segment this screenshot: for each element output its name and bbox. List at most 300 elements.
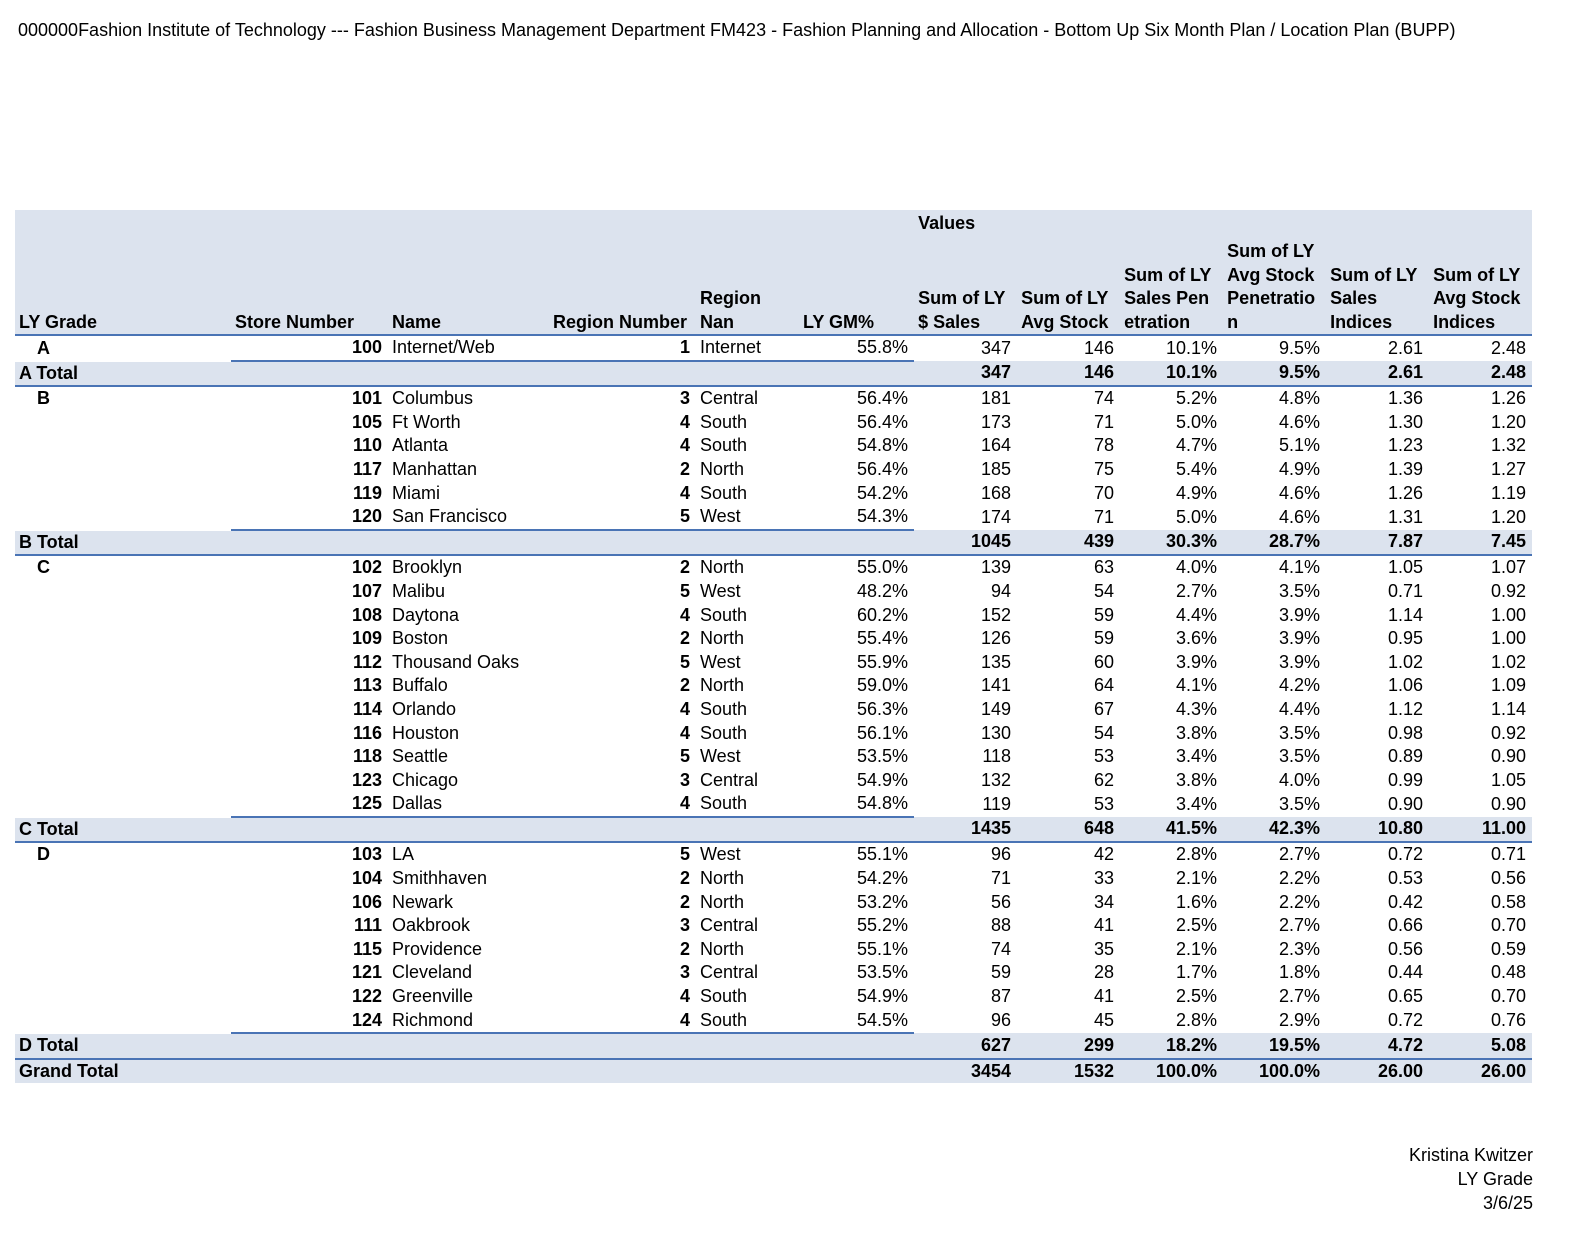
store-name: LA (392, 844, 415, 865)
ly-sales: 132 (981, 769, 1012, 790)
ly-sales: 87 (991, 986, 1012, 1007)
region-name: Central (700, 915, 759, 936)
store-name: Boston (392, 628, 449, 649)
sales-indices: 1.39 (1388, 458, 1424, 479)
total-ly-avg-stock: 648 (1017, 817, 1120, 843)
region-name: North (700, 458, 745, 479)
stock-indices: 1.27 (1491, 458, 1527, 479)
stock-indices: 0.59 (1491, 938, 1527, 959)
region-name: Internet (696, 335, 799, 361)
ly-avg-stock: 59 (1094, 604, 1115, 625)
store-number: 118 (352, 746, 382, 767)
total-sales-penetration: 10.1% (1120, 361, 1223, 387)
region-number: 2 (679, 557, 690, 578)
grade-cell: A (37, 337, 50, 358)
store-number: 113 (352, 675, 382, 696)
region-name: South (700, 722, 748, 743)
grade-cell (15, 651, 231, 675)
region-number: 4 (679, 604, 690, 625)
ly-gm: 55.8% (799, 335, 914, 361)
col-stock-indices: Sum of LY Avg Stock Indices (1433, 264, 1521, 332)
grade-cell: C (37, 557, 50, 578)
store-number: 110 (352, 435, 382, 456)
ly-sales: 152 (981, 604, 1012, 625)
sales-indices: 0.72 (1388, 844, 1424, 865)
ly-avg-stock: 28 (1094, 962, 1115, 983)
stock-indices: 1.00 (1491, 604, 1527, 625)
stock-indices: 1.20 (1491, 411, 1527, 432)
region-number: 5 (679, 580, 690, 601)
ly-gm: 56.1% (857, 722, 909, 743)
region-number: 5 (549, 505, 696, 530)
sales-indices: 0.72 (1388, 1010, 1424, 1031)
store-name: Buffalo (392, 675, 448, 696)
store-number: 105 (351, 411, 382, 432)
table-row (15, 434, 1532, 458)
region-number: 4 (549, 1009, 696, 1034)
grade-cell (15, 938, 231, 962)
ly-sales: 126 (981, 628, 1012, 649)
ly-avg-stock: 75 (1094, 458, 1115, 479)
stock-penetration: 3.5% (1279, 580, 1321, 601)
store-name: Seattle (392, 746, 449, 767)
region-name: West (700, 746, 741, 767)
sales-penetration: 4.7% (1176, 435, 1218, 456)
grade-cell (15, 961, 231, 985)
region-name: South (700, 986, 748, 1007)
ly-gm: 55.2% (857, 915, 909, 936)
table-row (15, 722, 1532, 746)
ly-gm: 56.4% (857, 411, 909, 432)
ly-gm: 56.4% (857, 388, 909, 409)
stock-penetration: 3.9% (1279, 628, 1321, 649)
ly-avg-stock: 33 (1094, 868, 1115, 889)
ly-avg-stock: 53 (1094, 793, 1115, 814)
ly-avg-stock: 42 (1094, 844, 1115, 865)
stock-penetration: 2.7% (1279, 986, 1321, 1007)
values-label: Values (918, 213, 976, 233)
grade-cell (15, 792, 231, 817)
store-name: Daytona (392, 604, 460, 625)
sales-penetration: 3.6% (1176, 628, 1218, 649)
region-name: North (700, 675, 745, 696)
total-label: C Total (15, 817, 914, 843)
store-number: 115 (352, 938, 382, 959)
stock-indices: 0.92 (1491, 580, 1527, 601)
store-number: 112 (352, 651, 382, 672)
sales-indices: 1.23 (1388, 435, 1424, 456)
sales-penetration: 3.8% (1176, 722, 1218, 743)
stock-penetration: 5.1% (1279, 435, 1321, 456)
stock-indices: 0.70 (1491, 986, 1527, 1007)
stock-penetration: 4.9% (1279, 458, 1321, 479)
sales-penetration: 2.5% (1176, 915, 1218, 936)
pivot-table (15, 210, 1532, 1083)
grade-cell (15, 505, 231, 530)
stock-penetration: 2.7% (1279, 915, 1321, 936)
table-body (15, 335, 1532, 1083)
ly-sales: 347 (981, 337, 1012, 358)
stock-penetration: 2.3% (1279, 938, 1321, 959)
ly-avg-stock: 71 (1094, 411, 1115, 432)
ly-sales: 185 (981, 458, 1012, 479)
sales-penetration: 2.8% (1176, 1010, 1218, 1031)
region-name: South (700, 482, 748, 503)
sales-penetration: 3.4% (1176, 746, 1218, 767)
ly-avg-stock: 41 (1094, 986, 1115, 1007)
stock-indices: 0.56 (1491, 868, 1527, 889)
region-number: 4 (679, 435, 690, 456)
ly-sales: 96 (991, 844, 1012, 865)
grade-cell (15, 580, 231, 604)
ly-gm: 54.2% (857, 482, 909, 503)
sales-penetration: 1.6% (1176, 891, 1218, 912)
ly-avg-stock: 34 (1094, 891, 1115, 912)
table-row (15, 411, 1532, 435)
region-number: 3 (679, 962, 690, 983)
total-sales-indices: 7.87 (1326, 530, 1429, 556)
store-number: 123 (351, 769, 382, 790)
ly-sales: 130 (981, 722, 1012, 743)
stock-penetration: 3.9% (1279, 604, 1321, 625)
grade-cell (15, 867, 231, 891)
ly-avg-stock: 60 (1094, 651, 1115, 672)
grade-cell (15, 745, 231, 769)
store-number: 103 (351, 844, 382, 865)
total-sales-penetration: 18.2% (1120, 1033, 1223, 1059)
ly-sales: 119 (982, 793, 1012, 814)
sales-indices: 0.66 (1388, 915, 1424, 936)
grade-cell (15, 891, 231, 915)
region-number: 2 (679, 938, 690, 959)
ly-avg-stock: 59 (1094, 628, 1115, 649)
grade-cell (15, 482, 231, 506)
region-number: 2 (679, 868, 690, 889)
store-name: Cleveland (392, 962, 473, 983)
table-row (15, 482, 1532, 506)
sales-indices: 0.56 (1388, 938, 1424, 959)
store-number: 106 (351, 891, 382, 912)
stock-indices: 1.14 (1491, 698, 1527, 719)
sales-penetration: 2.7% (1176, 580, 1218, 601)
ly-avg-stock: 41 (1094, 915, 1115, 936)
table-row (15, 1009, 1532, 1034)
table-row (15, 698, 1532, 722)
stock-indices: 2.48 (1491, 337, 1527, 358)
ly-avg-stock: 71 (1094, 506, 1115, 527)
sales-penetration: 5.2% (1176, 388, 1218, 409)
table-row (15, 674, 1532, 698)
store-name: Miami (392, 482, 440, 503)
ly-sales: 168 (981, 482, 1012, 503)
stock-penetration: 4.6% (1279, 482, 1321, 503)
store-number: 101 (351, 388, 382, 409)
grade-cell (15, 698, 231, 722)
grade-cell (15, 458, 231, 482)
grand-total-label: Grand Total (19, 1060, 119, 1081)
stock-indices: 0.70 (1491, 915, 1527, 936)
total-stock-penetration: 19.5% (1223, 1033, 1326, 1059)
region-number: 3 (679, 388, 690, 409)
store-name: San Francisco (388, 505, 549, 530)
store-number: 117 (352, 458, 382, 479)
table-row (15, 627, 1532, 651)
table-row (15, 961, 1532, 985)
store-name: Atlanta (392, 435, 449, 456)
ly-avg-stock: 78 (1094, 435, 1115, 456)
sales-indices: 1.12 (1388, 698, 1424, 719)
sales-indices: 2.61 (1388, 337, 1424, 358)
page-title: 000000Fashion Institute of Technology --- Fashion Business Management Department FM423 - Fashion Planning and Allocation - Bottom Up Six Month Plan / Location Plan (BUPP) (18, 20, 1456, 40)
ly-gm: 55.1% (857, 938, 909, 959)
ly-gm: 55.1% (857, 844, 909, 865)
region-name: Central (700, 962, 759, 983)
table-row (15, 867, 1532, 891)
region-name: West (696, 505, 799, 530)
total-ly-sales: 1045 (914, 530, 1017, 556)
region-name: South (696, 1009, 799, 1034)
sales-indices: 0.42 (1388, 891, 1424, 912)
grade-cell (15, 434, 231, 458)
region-name: Central (700, 769, 759, 790)
sales-penetration: 3.4% (1176, 793, 1218, 814)
table-row (15, 651, 1532, 675)
sales-indices: 1.14 (1388, 604, 1424, 625)
total-stock-penetration: 28.7% (1223, 530, 1326, 556)
store-number: 116 (352, 722, 382, 743)
table-row (15, 505, 1532, 530)
store-name: Malibu (392, 580, 446, 601)
total-label: A Total (15, 361, 914, 387)
col-region-number: Region Number (553, 311, 688, 332)
ly-gm: 54.2% (857, 868, 909, 889)
stock-penetration: 2.9% (1279, 1010, 1321, 1031)
total-stock-indices: 2.48 (1429, 361, 1532, 387)
sales-indices: 0.53 (1388, 868, 1424, 889)
region-number: 2 (679, 891, 690, 912)
store-number: 100 (231, 335, 388, 361)
ly-gm: 48.2% (857, 580, 909, 601)
ly-sales: 94 (991, 580, 1012, 601)
total-stock-indices: 11.00 (1429, 817, 1532, 843)
sales-indices: 0.65 (1388, 986, 1424, 1007)
store-number: 102 (351, 557, 382, 578)
grade-total-row (15, 1033, 1532, 1059)
grade-cell (15, 411, 231, 435)
stock-penetration: 4.6% (1279, 506, 1321, 527)
total-ly-sales: 627 (914, 1033, 1017, 1059)
ly-sales: 96 (991, 1010, 1012, 1031)
table-row (15, 386, 1532, 411)
ly-gm: 53.2% (857, 891, 909, 912)
store-name: Orlando (392, 698, 457, 719)
grand-total-row (15, 1059, 1532, 1084)
store-name: Oakbrook (392, 915, 471, 936)
ly-avg-stock: 146 (1084, 337, 1115, 358)
total-sales-indices: 10.80 (1326, 817, 1429, 843)
ly-sales: 141 (981, 675, 1012, 696)
grade-cell (15, 604, 231, 628)
ly-avg-stock: 62 (1094, 769, 1115, 790)
region-number: 5 (679, 651, 690, 672)
ly-sales: 56 (991, 891, 1012, 912)
sales-indices: 0.98 (1388, 722, 1424, 743)
store-number: 114 (352, 698, 382, 719)
total-stock-penetration: 42.3% (1223, 817, 1326, 843)
stock-indices: 1.20 (1491, 506, 1527, 527)
region-name: South (700, 698, 748, 719)
ly-sales: 174 (981, 506, 1012, 527)
ly-gm: 53.5% (857, 962, 909, 983)
sales-indices: 1.26 (1388, 482, 1424, 503)
grand-total-ly-sales: 3454 (971, 1060, 1012, 1081)
total-label: D Total (15, 1033, 914, 1059)
sales-indices: 1.02 (1388, 651, 1424, 672)
store-name: Richmond (388, 1009, 549, 1034)
region-name: South (696, 792, 799, 817)
sales-indices: 1.06 (1388, 675, 1424, 696)
store-name: Providence (392, 938, 483, 959)
stock-indices: 1.05 (1491, 769, 1527, 790)
ly-gm: 55.9% (857, 651, 909, 672)
stock-penetration: 2.2% (1279, 891, 1321, 912)
sales-penetration: 4.1% (1176, 675, 1218, 696)
region-number: 4 (679, 986, 690, 1007)
grade-cell (15, 985, 231, 1009)
sales-indices: 1.05 (1388, 557, 1424, 578)
stock-penetration: 2.2% (1279, 868, 1321, 889)
ly-avg-stock: 64 (1094, 675, 1115, 696)
table-row (15, 580, 1532, 604)
total-ly-sales: 1435 (914, 817, 1017, 843)
table-row (15, 985, 1532, 1009)
total-ly-avg-stock: 299 (1017, 1033, 1120, 1059)
sales-penetration: 1.7% (1176, 962, 1218, 983)
store-number: 108 (351, 604, 382, 625)
footer-sheet-name: LY Grade (1457, 1169, 1533, 1189)
store-name: Thousand Oaks (392, 651, 520, 672)
ly-gm: 54.3% (799, 505, 914, 530)
region-number: 3 (679, 769, 690, 790)
region-name: Central (700, 388, 759, 409)
ly-avg-stock: 74 (1094, 388, 1115, 409)
ly-sales: 118 (982, 746, 1012, 767)
store-number: 122 (351, 986, 382, 1007)
total-sales-indices: 4.72 (1326, 1033, 1429, 1059)
stock-indices: 1.26 (1491, 388, 1527, 409)
total-ly-sales: 347 (914, 361, 1017, 387)
sales-penetration: 10.1% (1166, 337, 1218, 358)
col-sales: Sum of LY $ Sales (918, 288, 1006, 332)
grade-cell (15, 627, 231, 651)
col-region-name: Region Nan (700, 288, 761, 332)
grade-total-row (15, 530, 1532, 556)
store-name: Ft Worth (392, 411, 461, 432)
sales-indices: 0.71 (1388, 580, 1424, 601)
sales-penetration: 4.0% (1176, 557, 1218, 578)
col-ly-grade: LY Grade (19, 311, 98, 332)
store-number: 124 (231, 1009, 388, 1034)
region-name: West (700, 844, 741, 865)
sales-indices: 0.44 (1388, 962, 1424, 983)
stock-penetration: 4.4% (1279, 698, 1321, 719)
sales-indices: 0.99 (1388, 769, 1424, 790)
ly-sales: 149 (981, 698, 1012, 719)
grade-cell (15, 674, 231, 698)
ly-sales: 164 (981, 435, 1012, 456)
grade-cell (15, 722, 231, 746)
table-header (15, 210, 1532, 335)
total-label: B Total (15, 530, 914, 556)
footer-date: 3/6/25 (1482, 1193, 1533, 1213)
store-name: Internet/Web (388, 335, 549, 361)
stock-penetration: 4.0% (1279, 769, 1321, 790)
sales-penetration: 4.4% (1176, 604, 1218, 625)
grade-cell (15, 1009, 231, 1034)
total-stock-indices: 5.08 (1429, 1033, 1532, 1059)
sales-indices: 1.31 (1388, 506, 1424, 527)
store-number: 111 (353, 915, 382, 936)
store-number: 109 (351, 628, 382, 649)
region-name: North (700, 557, 745, 578)
ly-gm: 55.4% (857, 628, 909, 649)
stock-penetration: 2.7% (1279, 844, 1321, 865)
ly-gm: 54.9% (857, 769, 909, 790)
store-name: Manhattan (392, 458, 478, 479)
table-row (15, 842, 1532, 867)
region-name: North (700, 891, 745, 912)
sales-penetration: 2.5% (1176, 986, 1218, 1007)
table-row (15, 604, 1532, 628)
total-sales-indices: 2.61 (1326, 361, 1429, 387)
page-footer (1409, 1143, 1533, 1215)
ly-gm: 56.3% (857, 698, 909, 719)
ly-sales: 88 (991, 915, 1012, 936)
region-name: North (700, 938, 745, 959)
grade-total-row (15, 817, 1532, 843)
grand-total-sales-indices: 26.00 (1378, 1060, 1424, 1081)
ly-gm: 55.0% (857, 557, 909, 578)
store-name: Smithhaven (392, 868, 488, 889)
store-name: Columbus (392, 388, 474, 409)
table-row (15, 891, 1532, 915)
region-name: South (700, 604, 748, 625)
store-number: 104 (351, 868, 382, 889)
sales-indices: 1.30 (1388, 411, 1424, 432)
store-name: Houston (392, 722, 460, 743)
sales-penetration: 5.0% (1176, 411, 1218, 432)
ly-sales: 139 (981, 557, 1012, 578)
ly-avg-stock: 53 (1094, 746, 1115, 767)
grade-total-row (15, 361, 1532, 387)
table-row (15, 458, 1532, 482)
stock-indices: 0.58 (1491, 891, 1527, 912)
table-row (15, 938, 1532, 962)
stock-penetration: 3.5% (1279, 722, 1321, 743)
ly-gm: 56.4% (857, 458, 909, 479)
grade-cell (15, 769, 231, 793)
store-number: 125 (231, 792, 388, 817)
ly-gm: 54.8% (857, 435, 909, 456)
total-sales-penetration: 30.3% (1120, 530, 1223, 556)
store-name: Chicago (392, 769, 459, 790)
stock-indices: 1.02 (1491, 651, 1527, 672)
ly-avg-stock: 54 (1094, 722, 1115, 743)
ly-sales: 173 (981, 411, 1012, 432)
col-store-number: Store Number (235, 311, 355, 332)
region-number: 5 (679, 844, 690, 865)
grade-cell: B (37, 388, 50, 409)
